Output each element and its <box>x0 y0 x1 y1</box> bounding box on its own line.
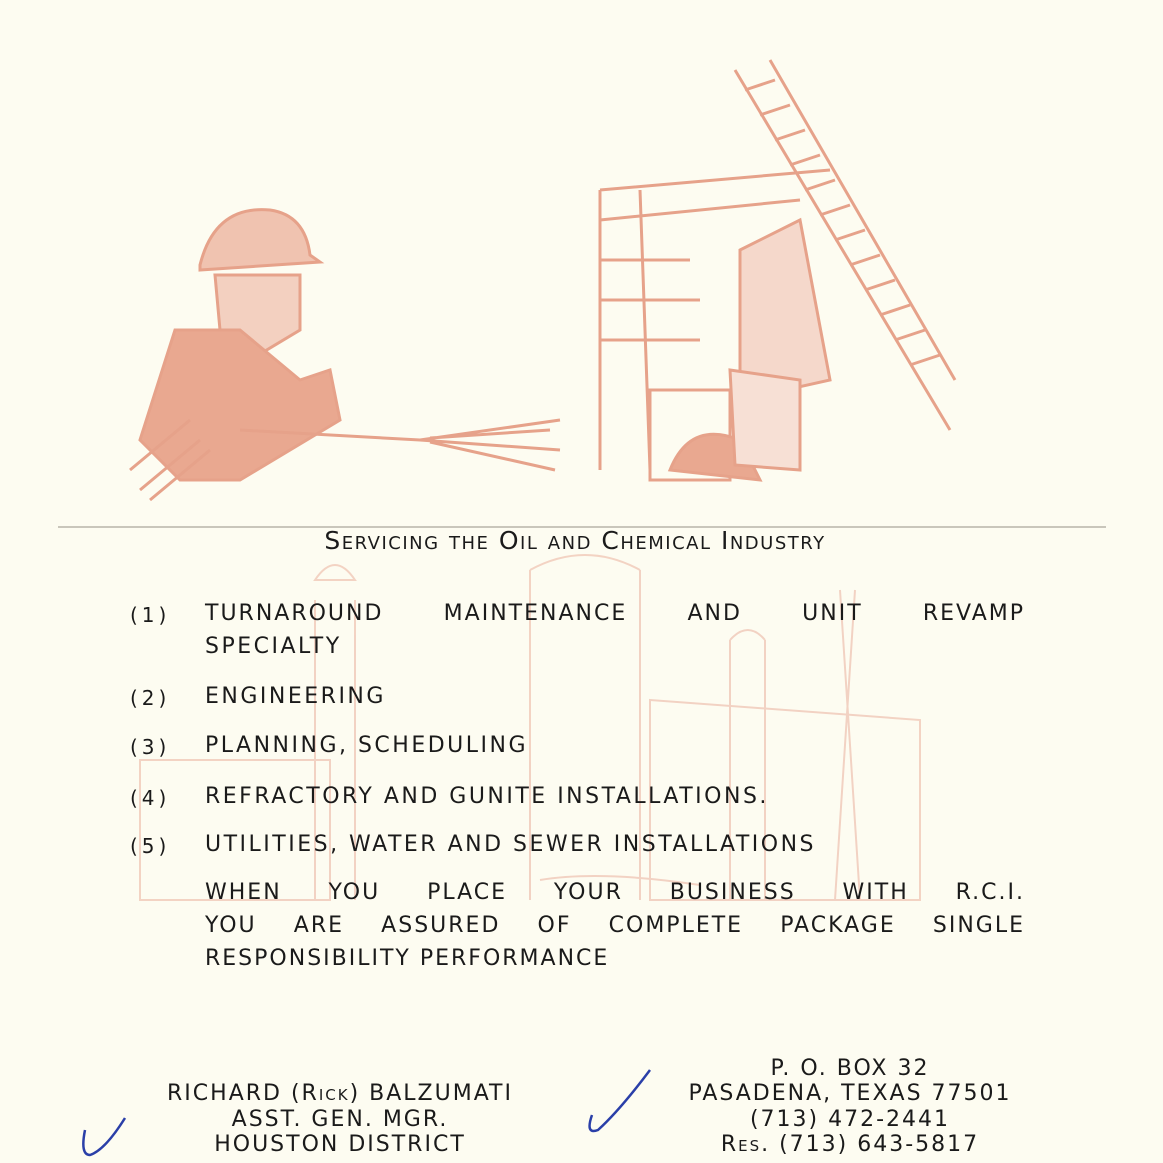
contact-name <box>100 1081 580 1106</box>
service-item: UTILITIES, WATER AND SEWER INSTALLATIONS <box>205 832 817 857</box>
service-number: (5) <box>130 834 171 858</box>
headline: Servicing the Oil and Chemical Industry <box>324 526 826 555</box>
pitch-line: WHEN YOU PLACE YOUR BUSINESS WITH R.C.I. <box>205 880 1025 905</box>
office-phone: (713) 472-2441 <box>749 1107 951 1132</box>
name-first: RICHARD ( <box>167 1081 302 1106</box>
pen-checkmark-icon <box>75 1110 135 1160</box>
pen-checkmark-icon <box>580 1065 660 1140</box>
pitch-line: RESPONSIBILITY PERFORMANCE <box>205 946 610 971</box>
contact-title: ASST. GEN. MGR. <box>231 1107 449 1132</box>
service-number: (4) <box>130 786 171 810</box>
po-box: P. O. BOX 32 <box>770 1056 930 1081</box>
service-item: TURNAROUND MAINTENANCE AND UNIT REVAMP <box>205 601 1025 626</box>
service-number: (2) <box>130 686 171 710</box>
contact-district: HOUSTON DISTRICT <box>214 1132 466 1157</box>
name-last: ) BALZUMATI <box>349 1081 513 1106</box>
service-item: REFRACTORY AND GUNITE INSTALLATIONS. <box>205 784 769 809</box>
service-item-continued: SPECIALTY <box>205 634 342 659</box>
service-item: ENGINEERING <box>205 684 386 709</box>
res-phone: (713) 643-5817 <box>779 1132 980 1157</box>
service-number: (3) <box>130 735 171 759</box>
service-item: PLANNING, SCHEDULING <box>205 733 529 758</box>
nickname: Rick <box>301 1081 350 1106</box>
pitch-line: YOU ARE ASSURED OF COMPLETE PACKAGE SINGLE <box>205 913 1025 938</box>
res-label: Res. <box>720 1132 771 1157</box>
city-state-zip: PASADENA, TEXAS 77501 <box>688 1081 1012 1106</box>
residence-phone <box>620 1132 1080 1157</box>
service-number: (1) <box>130 603 171 627</box>
